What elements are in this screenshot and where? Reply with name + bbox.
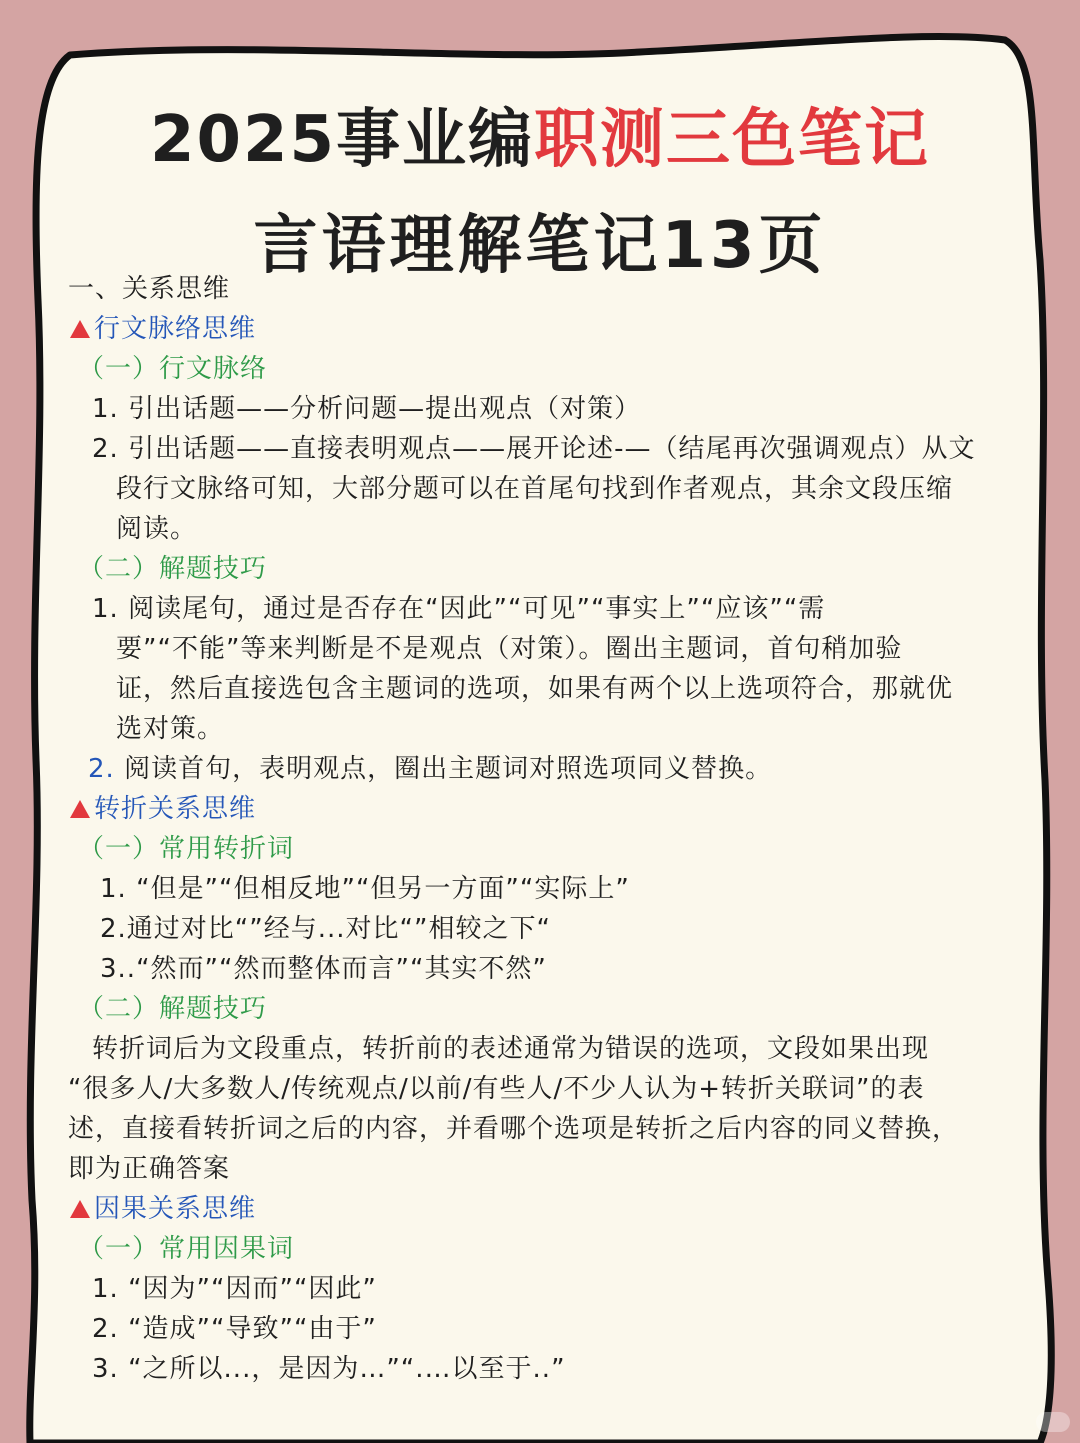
paragraph-line: 转折词后为文段重点，转折前的表述通常为错误的选项，文段如果出现 bbox=[92, 1034, 930, 1064]
paragraph-line: “很多人/大多数人/传统观点/以前/有些人/不少人认为+转折关联词”的表 bbox=[68, 1074, 925, 1104]
list-item: 2. “造成”“导致”“由于” bbox=[92, 1314, 377, 1344]
list-item-continued: 阅读。 bbox=[116, 514, 198, 544]
list-item-continued: 选对策。 bbox=[116, 714, 225, 744]
heading-transition-thinking: 转折关系思维 bbox=[70, 789, 256, 829]
title-part-red: 职测三色笔记 bbox=[534, 103, 931, 177]
list-item: 1. “因为”“因而”“因此” bbox=[92, 1274, 377, 1304]
list-item-continued: 证，然后直接选包含主题词的选项，如果有两个以上选项符合，那就优 bbox=[116, 674, 954, 704]
page-title bbox=[0, 88, 1080, 180]
red-triangle-icon bbox=[70, 1200, 90, 1218]
paragraph-line: 述，直接看转折词之后的内容，并看哪个选项是转折之后内容的同义替换， bbox=[68, 1114, 960, 1144]
list-item: 3. “之所以...，是因为…”“.…以至于..” bbox=[92, 1354, 566, 1384]
list-number-blue: 2. bbox=[88, 754, 115, 784]
subheading-context: （一）行文脉络 bbox=[78, 354, 268, 384]
subheading-technique: （二）解题技巧 bbox=[78, 994, 268, 1024]
title-part-black: 2025事业编 bbox=[149, 103, 535, 177]
watermark-badge bbox=[1036, 1412, 1070, 1432]
subheading-technique: （二）解题技巧 bbox=[78, 554, 268, 584]
list-item: 3..“然而”“然而整体而言”“其实不然” bbox=[100, 954, 547, 984]
subheading-causal-words: （一）常用因果词 bbox=[78, 1234, 295, 1264]
list-item: 1. 阅读尾句，通过是否存在“因此”“可见”“事实上”“应该”“需 bbox=[92, 594, 826, 624]
list-item: 2. 阅读首句，表明观点，圈出主题词对照选项同义替换。 bbox=[88, 754, 773, 784]
list-item-continued: 段行文脉络可知，大部分题可以在首尾句找到作者观点，其余文段压缩 bbox=[116, 474, 954, 504]
heading-causal-thinking: 因果关系思维 bbox=[70, 1189, 256, 1229]
red-triangle-icon bbox=[70, 320, 90, 338]
list-item: 1. 引出话题——分析问题—提出观点（对策） bbox=[92, 394, 642, 424]
page-subtitle: 言语理解笔记13页 bbox=[253, 209, 827, 283]
list-item-continued: 要”“不能”等来判断是不是观点（对策）。圈出主题词，首句稍加验 bbox=[116, 634, 903, 664]
paragraph-line: 即为正确答案 bbox=[68, 1154, 231, 1184]
list-item: 2. 引出话题——直接表明观点——展开论述-—（结尾再次强调观点）从文 bbox=[92, 434, 976, 464]
section-heading: 一、关系思维 bbox=[68, 274, 231, 304]
list-item: 1. “但是”“但相反地”“但另一方面”“实际上” bbox=[100, 874, 630, 904]
list-item: 2.通过对比“”经与...对比“”相较之下“ bbox=[100, 914, 551, 944]
heading-contextual-thinking: 行文脉络思维 bbox=[70, 309, 256, 349]
red-triangle-icon bbox=[70, 800, 90, 818]
subheading-transition-words: （一）常用转折词 bbox=[78, 834, 295, 864]
